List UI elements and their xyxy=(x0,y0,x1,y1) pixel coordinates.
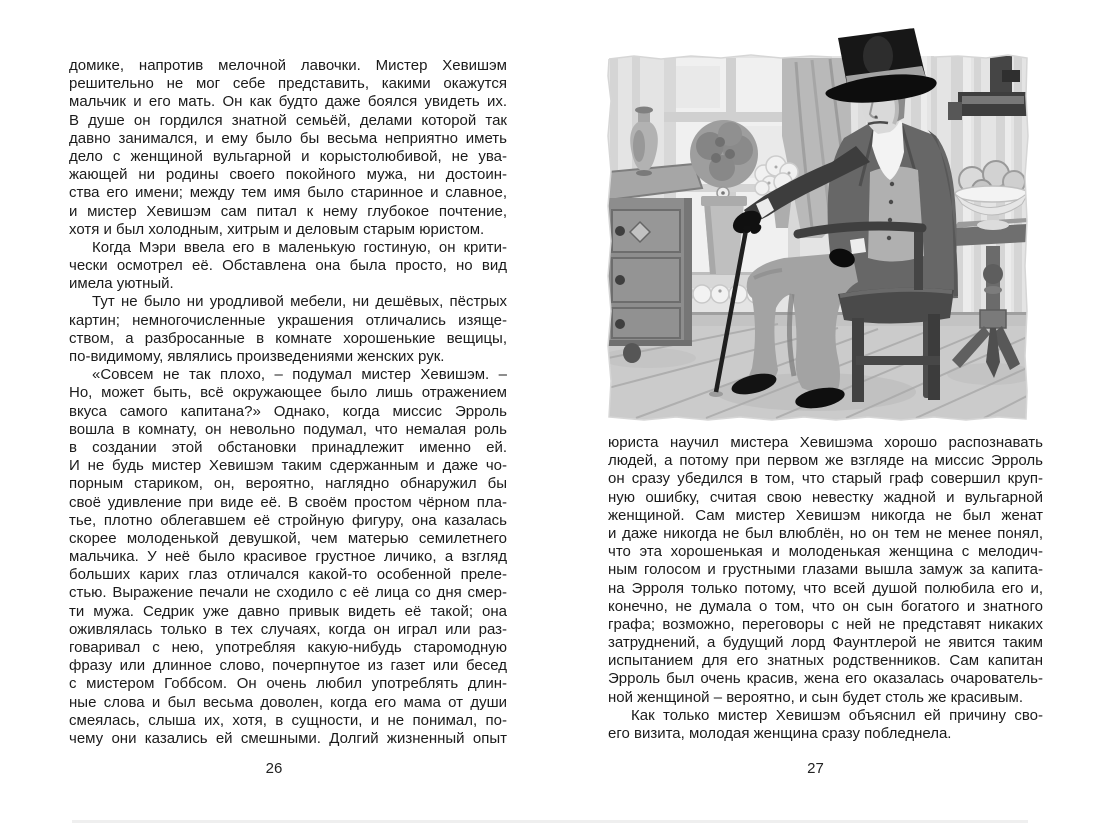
text-line: ным голосом и грустными глазами вышла замуж за капита- xyxy=(608,561,1043,579)
text-line: испытанием для его знатных родственников. Сам капитан xyxy=(608,652,1043,670)
text-line: «Совсем не так плохо, – подумал мистер Хевишэм. – xyxy=(92,366,507,384)
text-line: стью. Выражение печали не сходило с её лица со дня смер- xyxy=(69,584,507,602)
text-line: ной женщиной – вероятно, и сын будет столь же красивым. xyxy=(608,688,1024,706)
text-line: вошла в комнату, он невольно подумал, что немалая роль xyxy=(69,420,507,438)
text-line: конечно, не думала о том, что он сын богатого и знатного xyxy=(608,597,1043,615)
text-line: оживлялась только в тех случаях, когда он играл или раз- xyxy=(69,620,507,638)
text-line: Но, может быть, всё окружающее было лишь отражением xyxy=(69,384,507,402)
text-line: имела уютный. xyxy=(69,275,174,293)
text-line: мальчика. У неё было красивое грустное личико, а взгляд xyxy=(69,548,507,566)
book-illustration xyxy=(606,26,1030,424)
text-line: затруднений, а будущий лорд Фаунтлерой не явится таким xyxy=(608,634,1043,652)
text-line: графа; возможно, переговоры с ней не представят никаких xyxy=(608,615,1043,633)
text-line: он сразу убедился в том, что старый граф совершил круп- xyxy=(608,470,1043,488)
text-line: своё удивление при виде её. В своём простом чёрном пла- xyxy=(69,493,507,511)
text-line: юриста научил мистера Хевишэма хорошо распознавать xyxy=(608,434,1043,451)
left-page-text xyxy=(69,57,507,748)
right-page-text xyxy=(608,434,1043,743)
text-line: домике, напротив мелочной лавочки. Мистер Хевишэм xyxy=(69,57,507,74)
text-line: Эрроль был очень красив, жена его оказалась очарователь- xyxy=(608,670,1043,688)
left-cuff xyxy=(850,238,866,254)
text-line: скорее молоденькой девушкой, чем матерью семилетнего xyxy=(69,529,507,547)
right-page-number: 27 xyxy=(807,760,824,777)
text-line: на Эрроля только потому, что всей душой полюбила его и, xyxy=(608,579,1043,597)
text-line: мальчик и его мать. Он как будто даже боялся увидеть их. xyxy=(69,93,507,111)
text-line: Тут не было ни уродливой мебели, ни дешёвых, пёстрых xyxy=(92,293,507,311)
text-line: Как только мистер Хевишэм объяснил ей причину сво- xyxy=(631,706,1043,724)
text-line: женщиной. Сам мистер Хевишэм никогда не был женат xyxy=(608,506,1043,524)
text-line: что эта хорошенькая и молоденькая женщина с мелодич- xyxy=(608,543,1043,561)
text-line: И не будь мистер Хевишэм таким сдержанным и даже чо- xyxy=(69,457,507,475)
text-line: в создании этой обстановки принадлежит именно ей. xyxy=(69,438,507,456)
text-line: ные слова и был весьма доволен, когда его мама от души xyxy=(69,693,507,711)
text-line: по-видимому, являлись произведениями женских рук. xyxy=(69,348,445,365)
text-line: чески осмотрел её. Обставлена она была просто, но вид xyxy=(69,257,507,275)
text-line: ти мужа. Седрик уже давно привык видеть её такой; она xyxy=(69,602,507,620)
text-line: с мистером Гоббсом. Он очень любил употреблять длин- xyxy=(69,675,507,693)
text-line: картин; немногочисленные украшения отличались изяще- xyxy=(69,311,507,329)
text-line: дело с женщиной вульгарной и корыстолюбивой, не ува- xyxy=(69,147,507,165)
text-line: фразу или длинное слово, почерпнутое из газет или бесед xyxy=(69,657,507,675)
text-line: порным стариком, он, вероятно, наглядно обнаружил бы xyxy=(69,475,507,493)
text-line: решительно не мог себе представить, какими окажутся xyxy=(69,75,507,93)
text-line: давно занимался, и ему было бы весьма неприятно иметь xyxy=(69,129,507,147)
text-line: ством, а разбросанные в комнате хорошенькие вещицы, xyxy=(69,329,507,347)
text-line: его визита, молодая женщина сразу побледнела. xyxy=(608,725,952,742)
text-line: смеялась, слыша их, хотя, в сущности, и не понимал, по- xyxy=(69,711,507,729)
text-line: и даже никогда не был влюблён, но он тем не менее понял, xyxy=(608,524,1043,542)
text-line: жающей ни родины своего покойного мужа, ни достоин- xyxy=(69,166,507,184)
text-line: ства его имени; между тем имя было старинное и славное, xyxy=(69,184,507,202)
text-line: чему они казались ей смешными. Долгий жизненный опыт xyxy=(69,729,507,747)
text-line: тье, плотно облегавшем её стройную фигуру, она казалась xyxy=(69,511,507,529)
text-line: вкуса самого капитана?» Однако, когда миссис Эрроль xyxy=(69,402,507,420)
text-line: хотя и был холодным, хитрым и деловым старым юристом. xyxy=(69,220,485,238)
left-page-number: 26 xyxy=(265,760,283,777)
text-line: ную ошибку, считая свою невестку жадной и вульгарной xyxy=(608,488,1043,506)
text-line: В душе он гордился знатной семьёй, делами которой так xyxy=(69,111,507,129)
text-line: больших карих глаз отличался какой-то особенной преле- xyxy=(69,566,507,584)
text-line: Когда Мэри ввела его в маленькую гостиную, он крити- xyxy=(92,238,507,256)
text-line: и мистер Хевишэм сам питал к нему глубокое почтение, xyxy=(69,202,507,220)
text-line: людей, а потому при первом же взгляде на миссис Эрроль xyxy=(608,452,1043,470)
text-line: говаривал с нею, употребляя какую-нибудь старомодную xyxy=(69,639,507,656)
page-bottom-edge xyxy=(72,820,1028,823)
